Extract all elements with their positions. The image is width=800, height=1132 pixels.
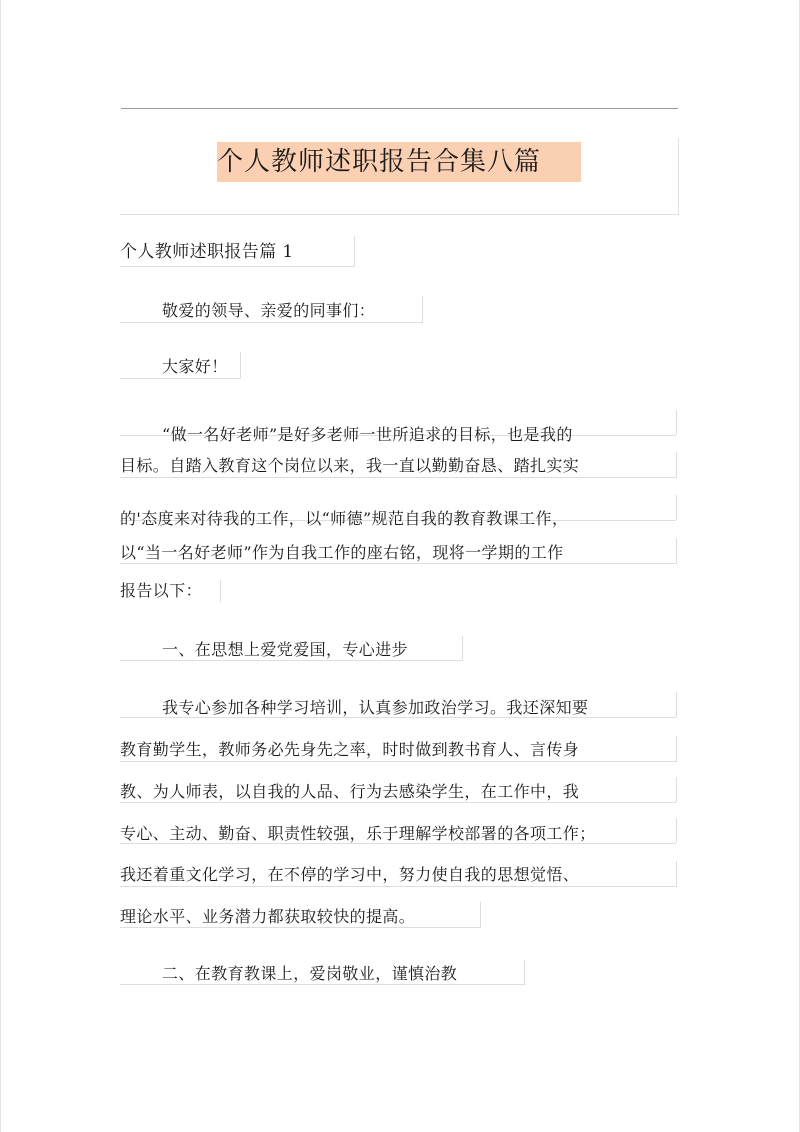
para1-line-1: “做一名好老师”是好多老师一世所追求的目标，也是我的: [162, 425, 573, 444]
para2-line-1: 我专心参加各种学习培训，认真参加政治学习。我还深知要: [162, 698, 589, 717]
para1-line-4: 以“当一名好老师”作为自我工作的座右铭，现将一学期的工作: [120, 543, 564, 562]
para2-line4-tick: [676, 818, 677, 843]
greeting: 大家好！: [162, 357, 228, 376]
heading-1: 一、在思想上爱党爱国，专心进步: [162, 640, 409, 659]
para1-line-3: 的'态度来对待我的工作，以“师德”规范自我的教育教课工作，: [120, 509, 569, 528]
para1-line-5: 报告以下：: [120, 581, 203, 600]
section-heading: 个人教师述职报告篇 1: [120, 242, 294, 262]
heading-2: 二、在教育教课上，爱岗敬业，谨慎治教: [162, 964, 458, 983]
para2-line-3: 教、为人师表，以自我的人品、行为去感染学生，在工作中，我: [120, 782, 580, 801]
document-title: 个人教师述职报告合集八篇: [217, 147, 542, 177]
para1-line-2: 目标。自踏入教育这个岗位以来，我一直以勤勤奋恳、踏扎实实: [120, 456, 580, 475]
para2-line3-tick: [676, 777, 677, 802]
para2-line-2: 教育勤学生，教师务必先身先之率，时时做到教书育人、言传身: [120, 740, 580, 759]
page-edge-left: [0, 0, 1, 1132]
para2-line-4: 专心、主动、勤奋、职责性较强，乐于理解学校部署的各项工作；: [120, 824, 596, 843]
header-rule: [121, 108, 678, 109]
para2-line1-tick: [676, 692, 677, 717]
para1-line1-tick: [676, 410, 677, 435]
salutation: 敬爱的领导、亲爱的同事们：: [162, 301, 376, 320]
para2-line-6: 理论水平、业务潜力都获取较快的提高。: [120, 907, 416, 926]
para2-line-5: 我还着重文化学习，在不停的学习中，努力使自我的思想觉悟、: [120, 865, 580, 884]
para1-line3-tick: [676, 495, 677, 520]
